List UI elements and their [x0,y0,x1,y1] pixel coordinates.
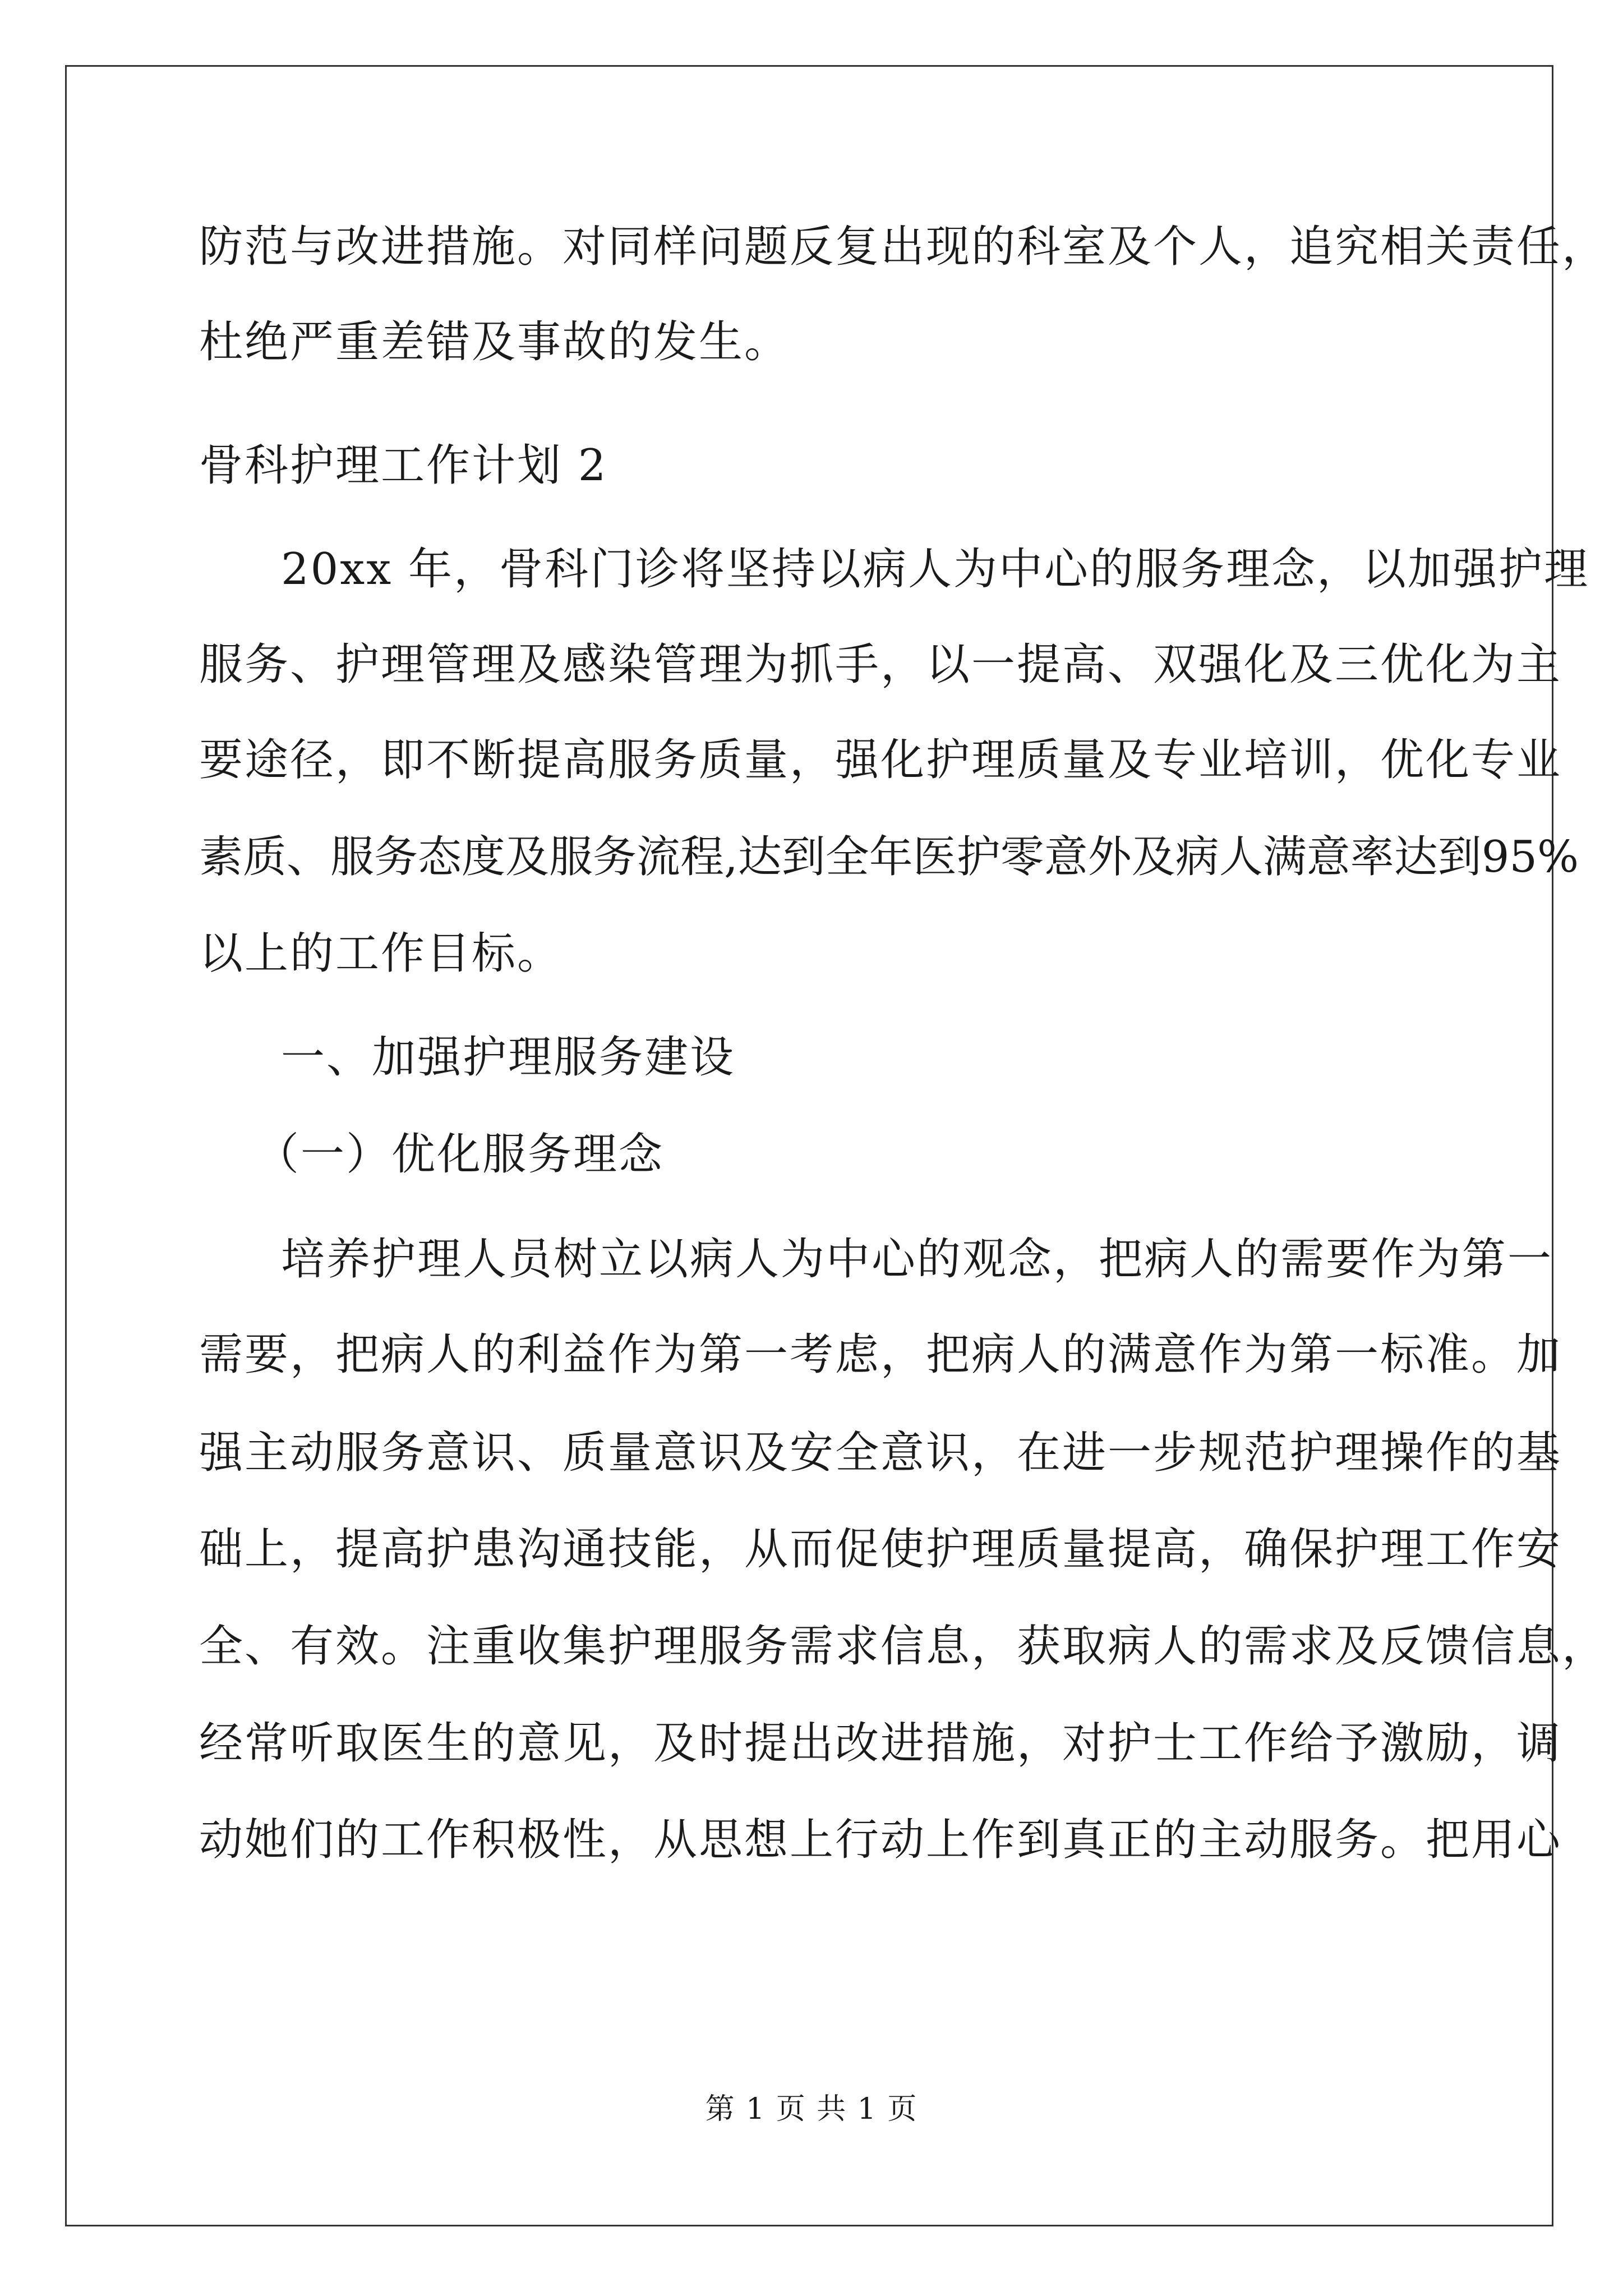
body-text-line: 要途径，即不断提高服务质量，强化护理质量及专业培训，优化专业 [199,735,1562,785]
body-text-line: 动她们的工作积极性，从思想上行动上作到真正的主动服务。把用心 [199,1815,1562,1865]
body-text-line: 素质、服务态度及服务流程,达到全年医护零意外及病人满意率达到95% [199,832,1579,882]
body-text-line: 服务、护理管理及感染管理为抓手，以一提高、双强化及三优化为主 [199,639,1562,690]
paragraph-first-line: 20xx 年，骨科门诊将坚持以病人为中心的服务理念，以加强护理 [281,544,1590,595]
body-text-line: 础上，提高护患沟通技能，从而促使护理质量提高，确保护理工作安 [199,1524,1562,1575]
body-text-line: 经常听取医生的意见，及时提出改进措施，对护士工作给予激励，调 [199,1718,1562,1769]
body-text-line: 防范与改进措施。对同样问题反复出现的科室及个人，追究相关责任， [199,222,1608,272]
body-text-line: 杜绝严重差错及事故的发生。 [199,317,790,367]
subheading-one: 一、加强护理服务建设 [281,1032,736,1083]
body-text-line: 强主动服务意识、质量意识及安全意识，在进一步规范护理操作的基 [199,1428,1562,1478]
paragraph-first-line: 培养护理人员树立以病人为中心的观念，把病人的需要作为第一 [281,1234,1553,1285]
body-text-line: 全、有效。注重收集护理服务需求信息，获取病人的需求及反馈信息， [199,1621,1608,1672]
body-text-line: 以上的工作目标。 [199,928,563,979]
section-heading: 骨科护理工作计划 2 [199,440,608,491]
page-number-footer: 第 1 页 共 1 页 [705,2092,918,2126]
body-text-line: 需要，把病人的利益作为第一考虑，把病人的满意作为第一标准。加 [199,1329,1562,1380]
subheading-one-a: （一）优化服务理念 [255,1129,665,1180]
